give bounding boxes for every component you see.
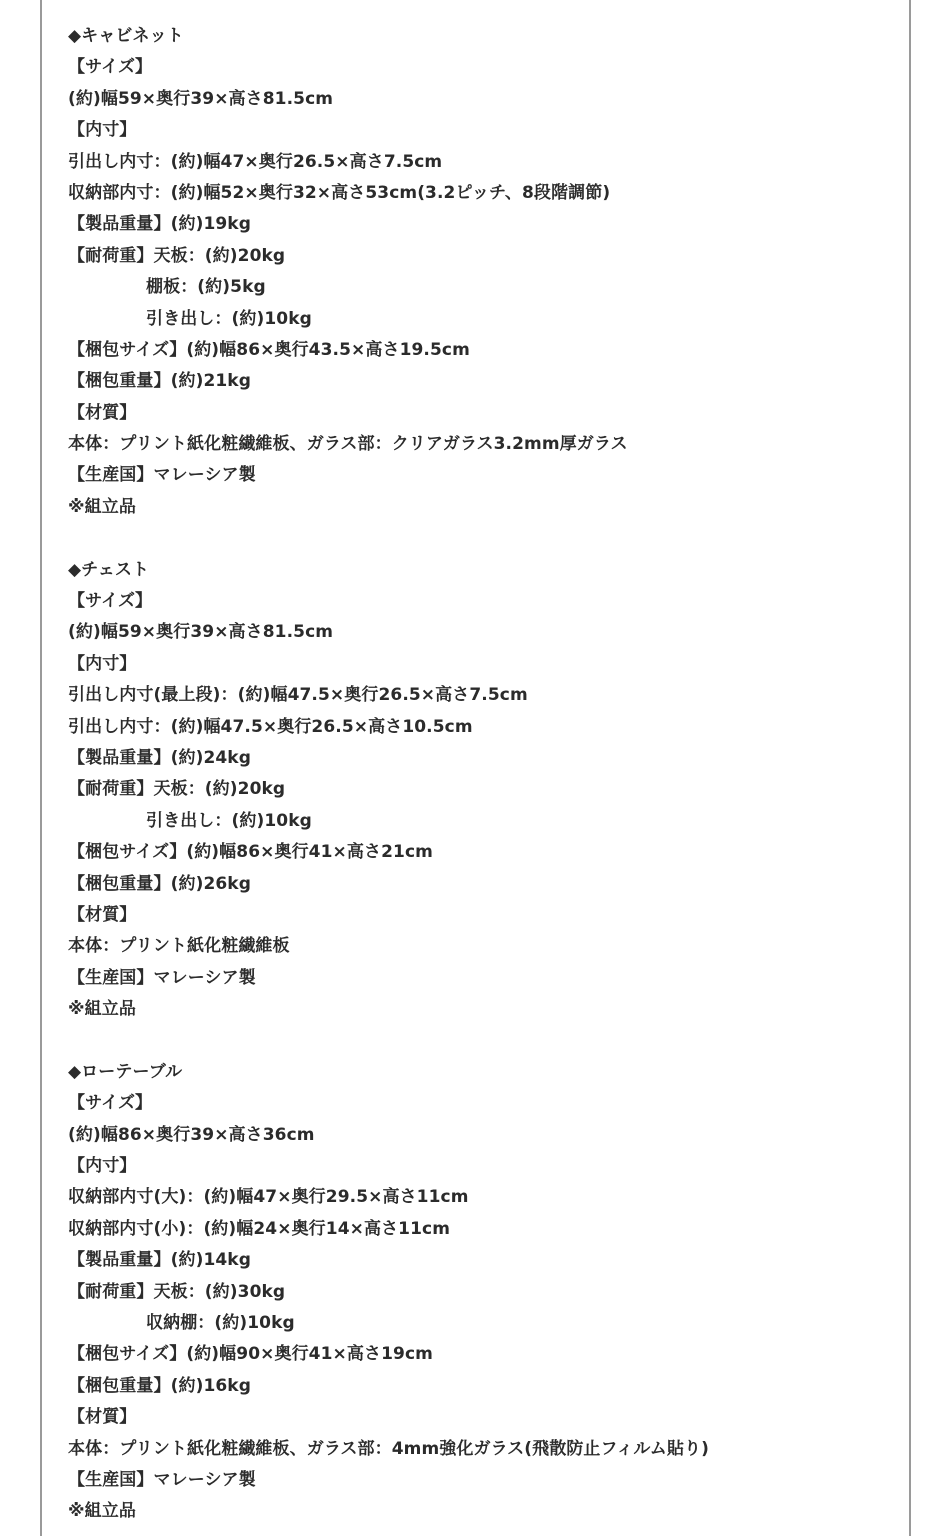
spec-line: 【サイズ】: [68, 1093, 153, 1114]
spec-line: 【耐荷重】天板：(約)20kg: [68, 779, 286, 800]
frame-right-border: [909, 0, 911, 1536]
spec-line: 【梱包サイズ】(約)幅86×奥行43.5×高さ19.5cm: [68, 339, 470, 360]
spec-line: 引き出し：(約)10kg: [146, 810, 312, 831]
spec-line: 棚板：(約)5kg: [146, 277, 266, 298]
section-spacer: [68, 523, 898, 554]
spec-line: 本体：プリント紙化粧繊維板: [68, 936, 290, 957]
spec-line: 【製品重量】(約)14kg: [68, 1250, 251, 1271]
spec-line: (約)幅86×奥行39×高さ36cm: [68, 1124, 315, 1145]
spec-line: 引き出し：(約)10kg: [146, 308, 312, 329]
spec-line: 【梱包重量】(約)21kg: [68, 371, 251, 392]
section-spacer: [68, 1026, 898, 1057]
spec-line: 【梱包重量】(約)16kg: [68, 1375, 251, 1396]
section-title: ◆ローテーブル: [68, 1061, 183, 1082]
spec-line: 【生産国】マレーシア製: [68, 967, 256, 988]
section-cabinet: [68, 21, 898, 523]
spec-line: 引出し内寸：(約)幅47.5×奥行26.5×高さ10.5cm: [68, 716, 473, 737]
spec-line: 収納棚：(約)10kg: [146, 1313, 295, 1334]
spec-line: (約)幅59×奥行39×高さ81.5cm: [68, 622, 334, 643]
spec-line: (約)幅59×奥行39×高さ81.5cm: [68, 88, 334, 109]
spec-line: 引出し内寸(最上段)：(約)幅47.5×奥行26.5×高さ7.5cm: [68, 685, 528, 706]
spec-line: 収納部内寸(小)：(約)幅24×奥行14×高さ11cm: [68, 1218, 451, 1239]
spec-line: ※組立品: [68, 496, 136, 517]
section-low-table: [68, 1057, 898, 1528]
spec-line: 【材質】: [68, 1407, 137, 1428]
spec-line: 【内寸】: [68, 653, 137, 674]
spec-line: ※組立品: [68, 999, 136, 1020]
spec-line: 【梱包サイズ】(約)幅90×奥行41×高さ19cm: [68, 1344, 433, 1365]
spec-line: ※組立品: [68, 1501, 136, 1522]
spec-line: 【内寸】: [68, 120, 137, 141]
spec-line: 【梱包サイズ】(約)幅86×奥行41×高さ21cm: [68, 842, 433, 863]
spec-sheet: [68, 21, 898, 1528]
spec-line: 【製品重量】(約)24kg: [68, 747, 251, 768]
spec-line: 【生産国】マレーシア製: [68, 1469, 256, 1490]
spec-line: 【製品重量】(約)19kg: [68, 214, 251, 235]
spec-line: 収納部内寸(大)：(約)幅47×奥行29.5×高さ11cm: [68, 1187, 469, 1208]
spec-line: 本体：プリント紙化粧繊維板、ガラス部：4mm強化ガラス(飛散防止フィルム貼り): [68, 1438, 709, 1459]
section-title: ◆キャビネット: [68, 26, 184, 46]
frame-left-border: [40, 0, 42, 1536]
spec-line: 【耐荷重】天板：(約)30kg: [68, 1281, 286, 1302]
spec-line: 【梱包重量】(約)26kg: [68, 873, 251, 894]
spec-line: 【生産国】マレーシア製: [68, 465, 256, 486]
section-chest: [68, 555, 898, 1026]
section-title: ◆チェスト: [68, 559, 150, 580]
spec-line: 【内寸】: [68, 1156, 137, 1177]
spec-line: 【材質】: [68, 402, 137, 423]
spec-line: 収納部内寸：(約)幅52×奥行32×高さ53cm(3.2ピッチ、8段階調節): [68, 182, 611, 203]
spec-line: 本体：プリント紙化粧繊維板、ガラス部：クリアガラス3.2mm厚ガラス: [68, 434, 628, 455]
spec-line: 引出し内寸：(約)幅47×奥行26.5×高さ7.5cm: [68, 151, 443, 172]
spec-line: 【耐荷重】天板：(約)20kg: [68, 245, 286, 266]
spec-line: 【サイズ】: [68, 57, 153, 78]
spec-line: 【サイズ】: [68, 591, 153, 612]
spec-line: 【材質】: [68, 904, 137, 925]
